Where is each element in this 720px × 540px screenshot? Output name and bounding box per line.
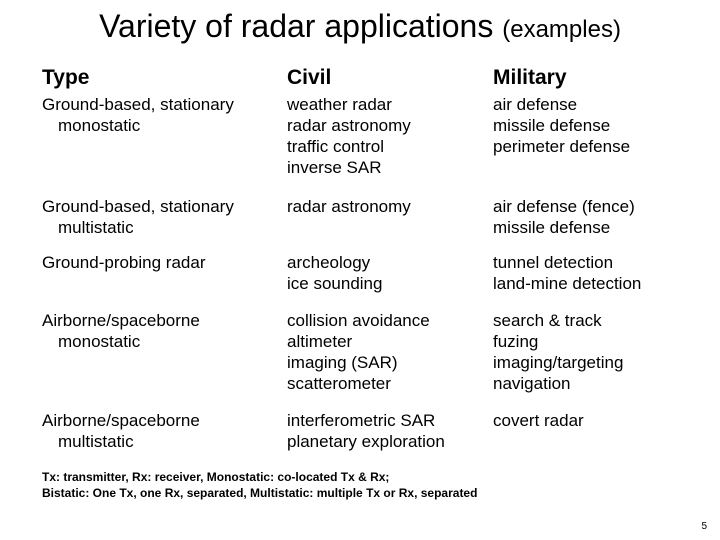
military-item: search & track	[493, 311, 602, 330]
footnote	[42, 469, 477, 501]
row-1-type	[42, 94, 234, 136]
military-item: navigation	[493, 374, 571, 393]
civil-item: imaging (SAR)	[287, 353, 398, 372]
row-2-civil	[287, 196, 411, 217]
type-line: Airborne/spaceborne	[42, 311, 200, 330]
row-5-type	[42, 410, 200, 452]
civil-item: collision avoidance	[287, 311, 430, 330]
type-line: Airborne/spaceborne	[42, 411, 200, 430]
slide-title	[0, 6, 720, 50]
type-line: Ground-based, stationary	[42, 197, 234, 216]
header-military: Military	[493, 66, 567, 89]
military-item: air defense	[493, 95, 578, 114]
military-item: land-mine detection	[493, 274, 642, 293]
row-3-civil	[287, 252, 382, 294]
military-item: tunnel detection	[493, 253, 614, 272]
civil-item: inverse SAR	[287, 158, 382, 177]
header-civil: Civil	[287, 66, 332, 89]
military-item: air defense (fence)	[493, 197, 635, 216]
type-line: multistatic	[58, 218, 134, 237]
military-item: perimeter defense	[493, 137, 631, 156]
page-number: 5	[701, 521, 707, 532]
row-5-military	[493, 410, 584, 431]
type-line: Ground-probing radar	[42, 253, 206, 272]
row-5-civil	[287, 410, 445, 452]
civil-item: weather radar	[287, 95, 392, 114]
type-line: monostatic	[58, 332, 141, 351]
row-1-civil	[287, 94, 411, 178]
civil-item: radar astronomy	[287, 116, 411, 135]
type-line: Ground-based, stationary	[42, 95, 234, 114]
row-3-military	[493, 252, 641, 294]
military-item: fuzing	[493, 332, 539, 351]
type-line: monostatic	[58, 116, 141, 135]
military-item: missile defense	[493, 116, 611, 135]
type-line: multistatic	[58, 432, 134, 451]
row-4-military	[493, 310, 623, 394]
row-4-civil	[287, 310, 430, 394]
civil-item: altimeter	[287, 332, 353, 351]
civil-item: archeology	[287, 253, 371, 272]
row-2-military	[493, 196, 635, 238]
title-main: Variety of radar applications	[99, 8, 494, 44]
header-type: Type	[42, 66, 90, 89]
civil-item: scatterometer	[287, 374, 391, 393]
civil-item: traffic control	[287, 137, 385, 156]
row-1-military	[493, 94, 630, 157]
civil-item: planetary exploration	[287, 432, 445, 451]
footnote-line: Bistatic: One Tx, one Rx, separated, Multistatic: multiple Tx or Rx, separated	[42, 486, 478, 500]
military-item: missile defense	[493, 218, 611, 237]
row-2-type	[42, 196, 234, 238]
civil-item: ice sounding	[287, 274, 383, 293]
civil-item: interferometric SAR	[287, 411, 436, 430]
footnote-line: Tx: transmitter, Rx: receiver, Monostatic: co-located Tx & Rx;	[42, 470, 390, 484]
row-3-type	[42, 252, 205, 273]
row-4-type	[42, 310, 200, 352]
title-suffix: (examples)	[502, 16, 621, 43]
military-item: covert radar	[493, 411, 584, 430]
civil-item: radar astronomy	[287, 197, 411, 216]
military-item: imaging/targeting	[493, 353, 624, 372]
